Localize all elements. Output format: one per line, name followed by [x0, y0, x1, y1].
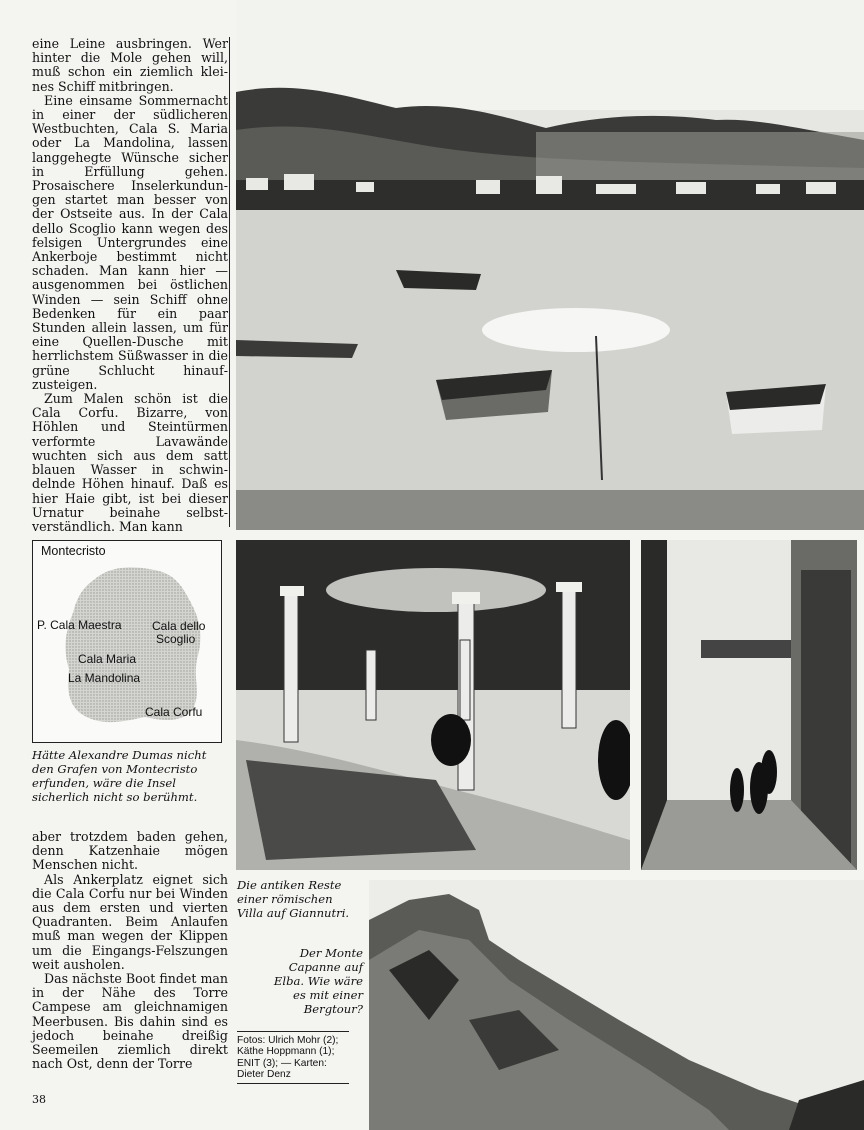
map-label: Cala dello — [152, 619, 206, 633]
map-label: La Mandolina — [68, 671, 141, 685]
alley-photo — [641, 540, 857, 870]
map-label: Cala Maria — [78, 652, 137, 666]
article-column-bottom — [32, 830, 228, 1071]
page-number: 38 — [32, 1093, 46, 1106]
article-column-top — [32, 37, 228, 534]
mountain-photo — [369, 880, 864, 1130]
map-caption: Hätte Alexandre Dumas nicht den Grafen von Montecristo erfunden, wäre die Insel sicherlich nicht so berühmt. — [32, 748, 207, 804]
paragraph: Zum Malen schön ist die Cala Corfu. Bizarre, von Höhlen und Steintürmen verformte Lavawände wuchten sich aus dem satt blauen Wasser in schwindelnde Höhen hinauf. Daß es hier Haie gibt, ist bei dieser Urnatur beinahe selbstverständlich. Man kann — [32, 391, 228, 534]
photo-credits: Fotos: Ulrich Mohr (2); Käthe Hoppmann (1); ENIT (3); — Karten: Dieter Denz — [237, 1031, 349, 1084]
map-title: Montecristo — [41, 544, 106, 558]
paragraph: aber trotzdem baden gehen, denn Katzenhaie mögen Menschen nicht. — [32, 829, 228, 873]
column-divider — [229, 37, 230, 527]
villa-caption: Die antiken Reste einer römischen Villa auf Giannutri. — [237, 878, 350, 920]
map-label: Cala Corfu — [145, 705, 203, 719]
map-label: Scoglio — [156, 632, 196, 646]
paragraph: Eine einsame Sommernacht in einer der südlicheren Westbuchten, Cala S. Maria oder La Mandolina, lassen langgehegte Wünsche sicher in Erfüllung gehen. Prosaischere Inselerkundungen startet man besser von der Ostseite aus. In der Cala dello Scoglio kann wegen des felsigen Untergrundes eine Ankerboje bestimmt nicht schaden. Man kann hier — ausgenommen bei östlichen Winden — sein Schiff ohne Bedenken für ein paar Stunden allein lassen, um für eine Quellen-Dusche mit herrlichstem Süßwasser in die grüne Schlucht hinaufzusteigen. — [32, 92, 228, 392]
harbour-photo — [236, 0, 864, 530]
montecristo-map — [32, 540, 222, 743]
paragraph: Das nächste Boot findet man in der Nähe des Torre Campese am gleichnamigen Meerbusen. Bis dahin sind es jedoch beinahe dreißig Seemeilen ziemlich direkt nach Ost, denn der Torre — [32, 971, 228, 1072]
monte-capanne-caption: Der Monte Capanne auf Elba. Wie wäre es mit einer Bergtour? — [273, 946, 363, 1016]
paragraph: Als Ankerplatz eignet sich die Cala Corfu nur bei Winden aus dem ersten und vierten Quadranten. Beim Anlaufen muß man wegen der Klippen um die Eingangs-Felszungen weit ausholen. — [32, 871, 228, 972]
map-label: P. Cala Maestra — [37, 618, 122, 632]
villa-ruins-photo — [236, 540, 630, 870]
paragraph: eine Leine ausbringen. Wer hinter die Mole gehen will, muß schon ein ziemlich kleines Schiff mitbringen. — [32, 36, 228, 94]
